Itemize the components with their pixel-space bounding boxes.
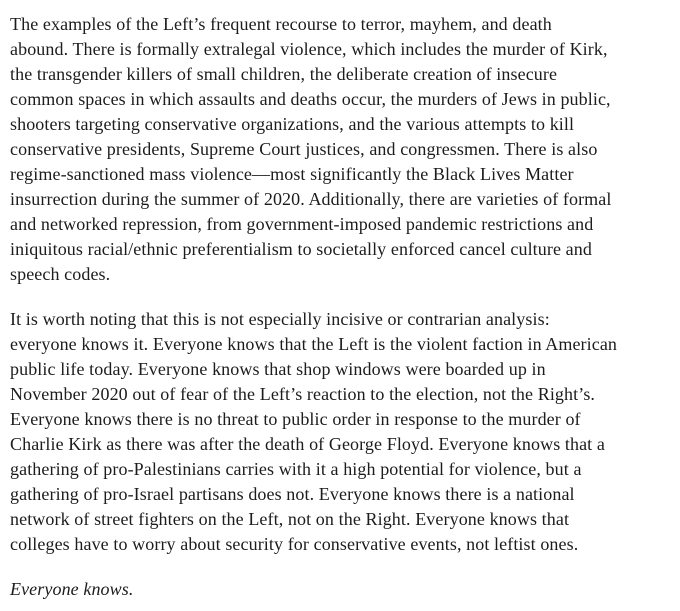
text-line: abound. There is formally extralegal violence, which includes the murder of Kirk, xyxy=(10,39,608,59)
document-body xyxy=(10,12,672,602)
text-line: network of street fighters on the Left, not on the Right. Everyone knows that xyxy=(10,509,570,529)
text-line: shooters targeting conservative organizations, and the various attempts to kill xyxy=(10,114,575,134)
text-line: Everyone knows. xyxy=(10,579,134,599)
text-line: common spaces in which assaults and deaths occur, the murders of Jews in public, xyxy=(10,89,611,109)
text-line: everyone knows it. Everyone knows that the Left is the violent faction in American xyxy=(10,334,618,354)
text-line: public life today. Everyone knows that shop windows were boarded up in xyxy=(10,359,546,379)
text-line: gathering of pro-Palestinians carries with it a high potential for violence, but a xyxy=(10,459,582,479)
paragraph xyxy=(10,577,672,602)
text-line: insurrection during the summer of 2020. Additionally, there are varieties of formal xyxy=(10,189,612,209)
text-line: and networked repression, from government-imposed pandemic restrictions and xyxy=(10,214,594,234)
paragraph xyxy=(10,12,672,287)
text-line: conservative presidents, Supreme Court justices, and congressmen. There is also xyxy=(10,139,598,159)
text-line: speech codes. xyxy=(10,264,111,284)
text-line: Charlie Kirk as there was after the death of George Floyd. Everyone knows that a xyxy=(10,434,605,454)
text-line: The examples of the Left’s frequent recourse to terror, mayhem, and death xyxy=(10,14,552,34)
text-line: Everyone knows there is no threat to public order in response to the murder of xyxy=(10,409,581,429)
text-line: gathering of pro-Israel partisans does not. Everyone knows there is a national xyxy=(10,484,575,504)
text-line: It is worth noting that this is not especially incisive or contrarian analysis: xyxy=(10,309,550,329)
text-line: the transgender killers of small children, the deliberate creation of insecure xyxy=(10,64,558,84)
text-line: November 2020 out of fear of the Left’s reaction to the election, not the Right’s. xyxy=(10,384,596,404)
paragraph xyxy=(10,307,672,557)
text-line: colleges have to worry about security for conservative events, not leftist ones. xyxy=(10,534,579,554)
text-line: regime-sanctioned mass violence—most significantly the Black Lives Matter xyxy=(10,164,574,184)
text-line: iniquitous racial/ethnic preferentialism to societally enforced cancel culture and xyxy=(10,239,592,259)
